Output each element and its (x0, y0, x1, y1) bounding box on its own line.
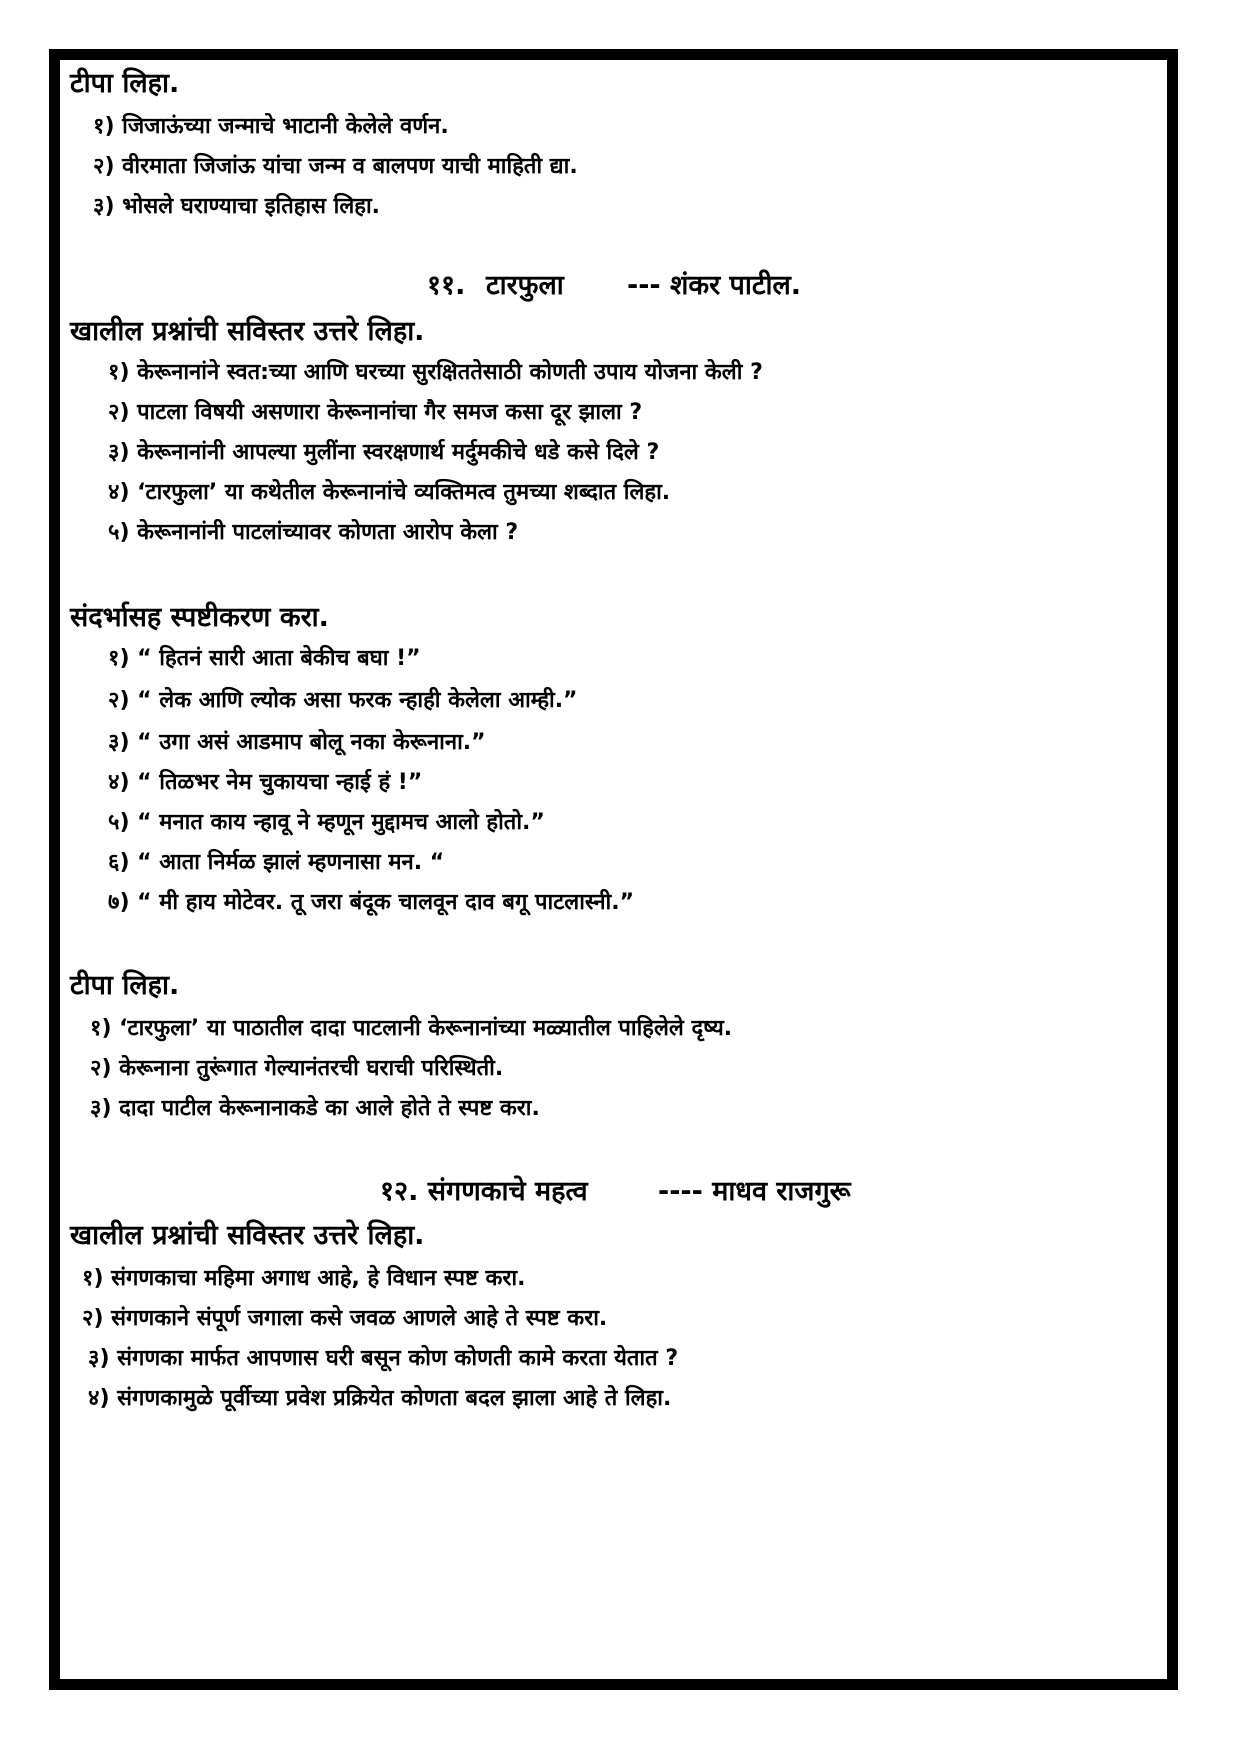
section-heading-long-answers-1: खालील प्रश्नांची सविस्तर उत्तरे लिहा. (70, 316, 425, 347)
list-item: ७) “ मी हाय मोटेवर. तू जरा बंदूक चालवून दाव बगू पाटलास्नी.” (108, 890, 635, 915)
section-heading-notes-1: टीपा लिहा. (70, 68, 180, 99)
list-item: ३) भोसले घराण्याचा इतिहास लिहा. (93, 194, 381, 219)
list-item: ४) “ तिळभर नेम चुकायचा न्हाई हं !” (108, 770, 423, 795)
list-item: ३) संगणका मार्फत आपणास घरी बसून कोण कोणती कामे करता येतात ? (88, 1346, 679, 1371)
list-item: ६) “ आता निर्मळ झालं म्हणनासा मन. “ (108, 850, 445, 875)
list-item: ५) “ मनात काय न्हावू ने म्हणून मुद्दामच आलो होतो.” (108, 810, 545, 835)
section-heading-notes-2: टीपा लिहा. (70, 970, 180, 1001)
section-heading-long-answers-2: खालील प्रश्नांची सविस्तर उत्तरे लिहा. (70, 1220, 425, 1251)
list-item: १) ‘टारफुला’ या पाठातील दादा पाटलानी केरूनानांच्या मळ्यातील पाहिलेले दृष्य. (90, 1016, 733, 1041)
list-item: ३) “ उगा असं आडमाप बोलू नका केरूनाना.” (108, 730, 486, 755)
list-item: २) केरूनाना तुरूंगात गेल्यानंतरची घराची परिस्थिती. (90, 1056, 504, 1081)
list-item: ४) ‘टारफुला’ या कथेतील केरूनानांचे व्यक्तिमत्व तुमच्या शब्दात लिहा. (108, 480, 671, 505)
list-item: १) “ हितनं सारी आता बेकीच बघा !” (108, 646, 421, 671)
list-item: १) संगणकाचा महिमा अगाध आहे, हे विधान स्पष्ट करा. (82, 1266, 526, 1291)
list-item: ४) संगणकामुळे पूर्वीच्या प्रवेश प्रक्रियेत कोणता बदल झाला आहे ते लिहा. (88, 1386, 672, 1411)
lesson-11-author: --- शंकर पाटील. (627, 270, 802, 301)
list-item: १) जिजाऊंच्या जन्माचे भाटानी केलेले वर्णन. (93, 114, 449, 139)
list-item: ३) दादा पाटील केरूनानाकडे का आले होते ते स्पष्ट करा. (90, 1096, 540, 1121)
list-item: ३) केरूनानांनी आपल्या मुलींना स्वरक्षणार्थ मर्दुमकीचे धडे कसे दिले ? (108, 440, 660, 465)
lesson-12-author: ---- माधव राजगुरू (658, 1176, 851, 1207)
list-item: २) वीरमाता जिजांऊ यांचा जन्म व बालपण याची माहिती द्या. (93, 154, 578, 179)
list-item: २) “ लेक आणि ल्योक असा फरक न्हाही केलेला आम्ही.” (108, 688, 578, 713)
list-item: २) संगणकाने संपूर्ण जगाला कसे जवळ आणले आहे ते स्पष्ट करा. (82, 1306, 608, 1331)
list-item: २) पाटला विषयी असणारा केरूनानांचा गैर समज कसा दूर झाला ? (108, 400, 643, 425)
lesson-11-title: टारफुला (486, 270, 564, 301)
section-heading-context: संदर्भासह स्पष्टीकरण करा. (70, 602, 329, 633)
list-item: ५) केरूनानांनी पाटलांच्यावर कोणता आरोप केला ? (108, 520, 519, 545)
lesson-12-title: १२. संगणकाचे महत्व (380, 1176, 588, 1207)
list-item: १) केरूनानांने स्वत:च्या आणि घरच्या सुरक्षिततेसाठी कोणती उपाय योजना केली ? (108, 360, 763, 385)
lesson-11-number: ११. (427, 270, 466, 301)
